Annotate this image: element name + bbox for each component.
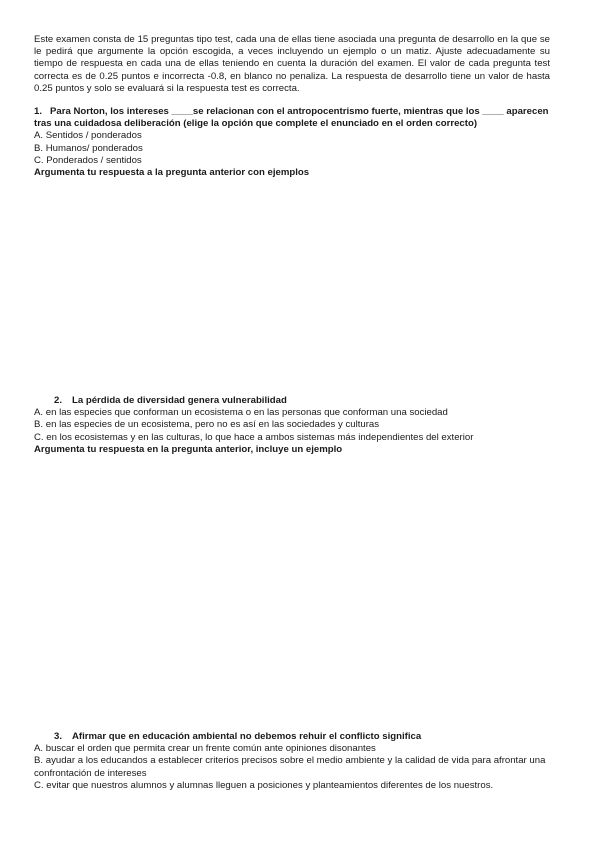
- question-2: [34, 395, 564, 456]
- question-2-argument-prompt: Argumenta tu respuesta en la pregunta anterior, incluye un ejemplo: [34, 443, 343, 455]
- question-3-text: Afirmar que en educación ambiental no debemos rehuir el conflicto significa: [72, 731, 422, 742]
- question-3-option-a: A. buscar el orden que permita crear un frente común ante opiniones disonantes: [34, 743, 376, 755]
- question-1-option-b: B. Humanos/ ponderados: [34, 142, 143, 154]
- exam-instructions: Este examen consta de 15 preguntas tipo test, cada una de ellas tiene asociada una pregunta de desarrollo en la que se le pedirá que argumente la opción escogida, a veces incluyendo un ejemplo o un matiz. Ajuste adecuadamente su tiempo de respuesta en cada una de ellas teniendo en cuenta la duración del examen. El valor de cada pregunta test correcta es de 0.25 puntos e incorrecta -0.8, en blanco no penaliza. La respuesta de desarrollo tiene un valor de hasta 0.25 puntos y solo se evaluará si la respuesta test es correcta.: [34, 34, 550, 94]
- question-3-option-c: C. evitar que nuestros alumnos y alumnas lleguen a posiciones y planteamientos diferentes de los nuestros.: [34, 779, 494, 791]
- question-2-text: La pérdida de diversidad genera vulnerabilidad: [72, 395, 287, 406]
- question-1-number: 1.: [34, 106, 43, 117]
- question-3-option-b: B. ayudar a los educandos a establecer criterios precisos sobre el medio ambiente y la calidad de vida para afrontar una confrontación de intereses: [34, 755, 546, 779]
- question-3: [34, 731, 564, 792]
- question-1: [34, 106, 564, 179]
- question-1-option-a: A. Sentidos / ponderados: [34, 130, 142, 142]
- question-2-option-b: B. en las especies de un ecosistema, pero no es así en las sociedades y culturas: [34, 419, 380, 431]
- question-1-argument-prompt: Argumenta tu respuesta a la pregunta anterior con ejemplos: [34, 167, 310, 179]
- question-2-option-c: C. en los ecosistemas y en las culturas, lo que hace a ambos sistemas más independientes del exterior: [34, 431, 474, 443]
- question-1-option-c: C. Ponderados / sentidos: [34, 154, 142, 166]
- question-2-statement: [34, 395, 564, 407]
- question-3-number: 3.: [54, 731, 63, 742]
- question-1-statement: [34, 106, 564, 130]
- question-2-option-a: A. en las especies que conforman un ecosistema o en las personas que conforman una sociedad: [34, 407, 448, 419]
- question-3-statement: [34, 731, 564, 743]
- question-2-number: 2.: [54, 395, 63, 406]
- question-1-text: Para Norton, los intereses ____se relacionan con el antropocentrismo fuerte, mientras que los ____ aparecen tras una cuidadosa deliberación (elige la opción que complete el enunciado en el orden correcto): [34, 106, 549, 130]
